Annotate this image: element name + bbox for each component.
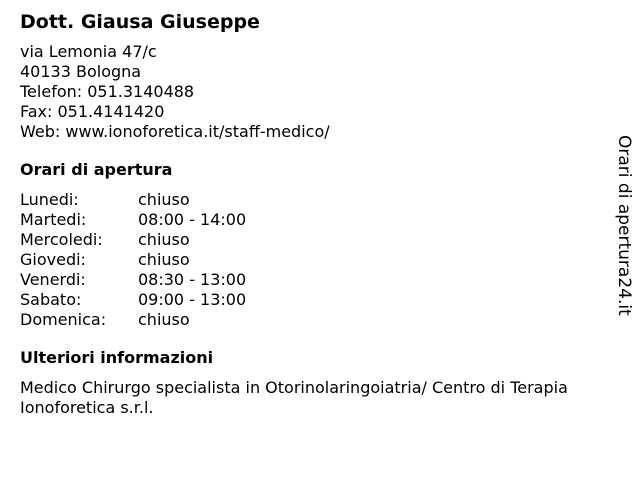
hours-row-saturday (20, 290, 615, 310)
phone-line: Telefon: 051.3140488 (20, 82, 195, 101)
address-line: via Lemonia 47/c (20, 42, 157, 61)
site-watermark: Orari di apertura24.it (614, 135, 634, 316)
hours-row-sunday (20, 310, 615, 330)
time-value: 09:00 - 13:00 (138, 290, 247, 309)
hours-row-friday (20, 270, 615, 290)
hours-row-thursday (20, 250, 615, 270)
day-label: Mercoledi: (20, 230, 103, 249)
web-link[interactable]: Web: www.ionoforetica.it/staff-medico/ (20, 122, 330, 141)
time-value: chiuso (138, 230, 190, 249)
opening-hours-table (20, 190, 615, 330)
city-line: 40133 Bologna (20, 62, 142, 81)
opening-hours-title: Orari di apertura (20, 160, 173, 179)
time-value: chiuso (138, 310, 190, 329)
time-value: chiuso (138, 190, 190, 209)
fax-line: Fax: 051.4141420 (20, 102, 165, 121)
day-label: Martedi: (20, 210, 87, 229)
business-name: Dott. Giausa Giuseppe (20, 11, 260, 33)
day-label: Venerdi: (20, 270, 86, 289)
day-label: Sabato: (20, 290, 82, 309)
business-card (20, 10, 615, 418)
hours-row-monday (20, 190, 615, 210)
additional-info-title: Ulteriori informazioni (20, 348, 214, 367)
day-label: Domenica: (20, 310, 107, 329)
additional-info-text: Medico Chirurgo specialista in Otorinolaringoiatria/ Centro di Terapia Ionoforetica s.r.l. (20, 378, 568, 417)
time-value: chiuso (138, 250, 190, 269)
time-value: 08:30 - 13:00 (138, 270, 247, 289)
hours-row-wednesday (20, 230, 615, 250)
hours-row-tuesday (20, 210, 615, 230)
day-label: Giovedi: (20, 250, 86, 269)
contact-block (20, 42, 615, 142)
time-value: 08:00 - 14:00 (138, 210, 247, 229)
day-label: Lunedi: (20, 190, 79, 209)
